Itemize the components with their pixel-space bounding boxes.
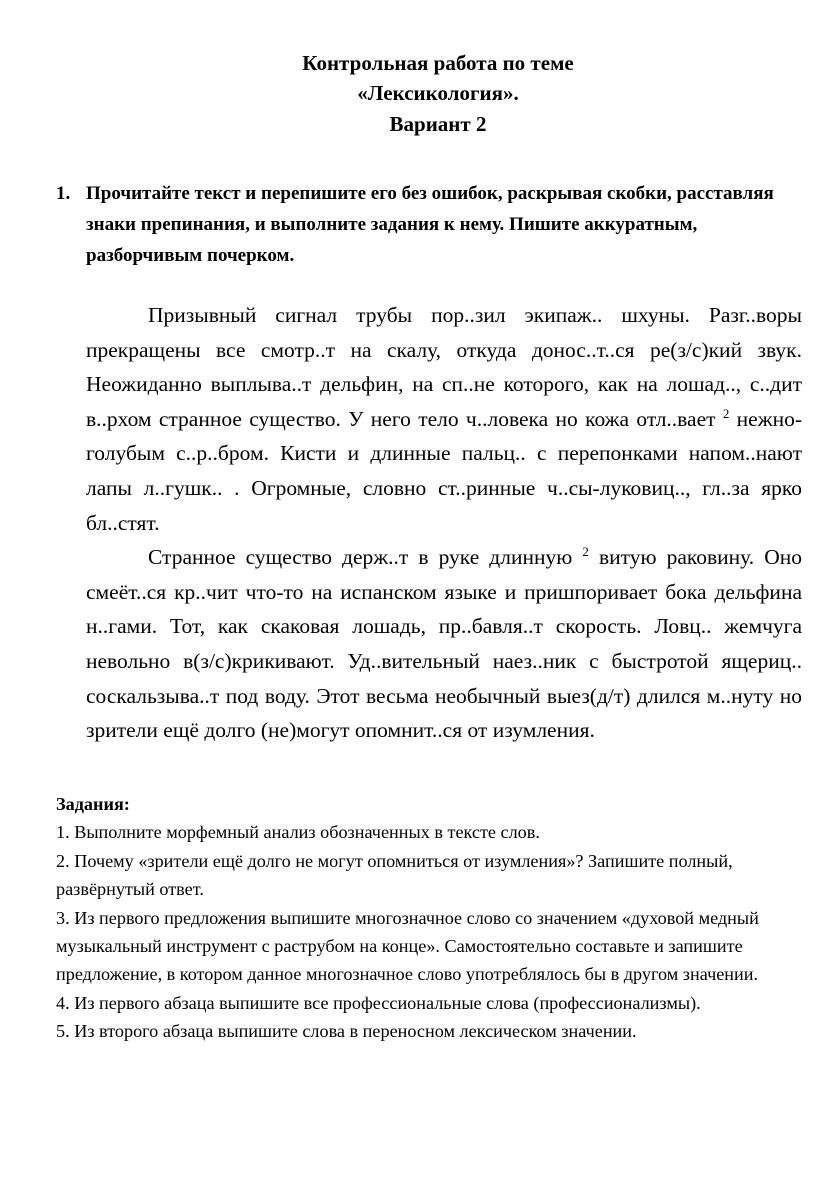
task-item: 2. Почему «зрители ещё долго не могут опомниться от изумления»? Запишите полный, развёрнутый ответ. bbox=[56, 850, 733, 900]
paragraph-2-part-b: витую раковину. Оно смеёт..ся кр..чит что-то на испанском языке и пришпоривает бока дельфина н..гами. Тот, как скаковая лошадь, пр..бавля..т скорость. Ловц.. жемчуга невольно в(з/с)крикивают. Уд..вительный наез..ник с быстротой ящериц.. соскальзыва..т под воду. Этот весьма необычный выез(д/т) длился м..нуту но зрители ещё долго (не)могут опомнит..ся от изумления. bbox=[86, 545, 802, 743]
tasks-section bbox=[56, 790, 806, 1046]
title-line-1: Контрольная работа по теме bbox=[302, 51, 574, 75]
paragraph-2-superscript: 2 bbox=[582, 544, 589, 559]
passage-paragraph-2 bbox=[86, 540, 802, 748]
task-item: 4. Из первого абзаца выпишите все профессиональные слова (профессионализмы). bbox=[56, 992, 701, 1013]
task-item: 1. Выполните морфемный анализ обозначенных в тексте слов. bbox=[56, 822, 540, 843]
passage-paragraph-1 bbox=[86, 298, 802, 540]
task-1-text: Прочитайте текст и перепишите его без ошибок, раскрывая скобки, расставляя знаки препинания, и выполните задания к нему. Пишите аккуратным, разборчивым почерком. bbox=[86, 183, 774, 266]
passage-text bbox=[86, 298, 802, 748]
task-1-number: 1. bbox=[56, 183, 71, 204]
task-item: 3. Из первого предложения выпишите многозначное слово со значением «духовой медный музыкальный инструмент с раструбом на конце». Самостоятельно составьте и запишите предложение, в котором данное многозначное слово употреблялось бы в другом значении. bbox=[56, 907, 759, 985]
paragraph-1-part-b: нежно-голубым с..р..бром. Кисти и длинные пальц.. с перепонками напом..нают лапы л..гушк.. . Огромные, словно ст..ринные ч..сы-луковиц.., гл..за ярко бл..стят. bbox=[86, 406, 802, 535]
title-line-2: «Лексикология». bbox=[357, 81, 519, 105]
document-title bbox=[0, 48, 816, 139]
tasks-heading: Задания: bbox=[56, 794, 130, 814]
paragraph-1-part-a: Призывный сигнал трубы пор..зил экипаж.. шхуны. Разг..воры прекращены все смотр..т на скалу, откуда донос..т..ся ре(з/с)кий звук. Неожиданно выплыва..т дельфин, на сп..не которого, как на лошад.., с..дит в..рхом странное существо. У него тело ч..ловека но кожа отл..вает bbox=[86, 303, 802, 431]
paragraph-2-part-a: Странное существо держ..т в руке длинную bbox=[148, 545, 583, 570]
title-variant: Вариант 2 bbox=[389, 112, 487, 136]
task-1-instruction bbox=[56, 178, 796, 271]
paragraph-1-superscript: 2 bbox=[722, 405, 730, 421]
task-item: 5. Из второго абзаца выпишите слова в переносном лексическом значении. bbox=[56, 1021, 637, 1042]
